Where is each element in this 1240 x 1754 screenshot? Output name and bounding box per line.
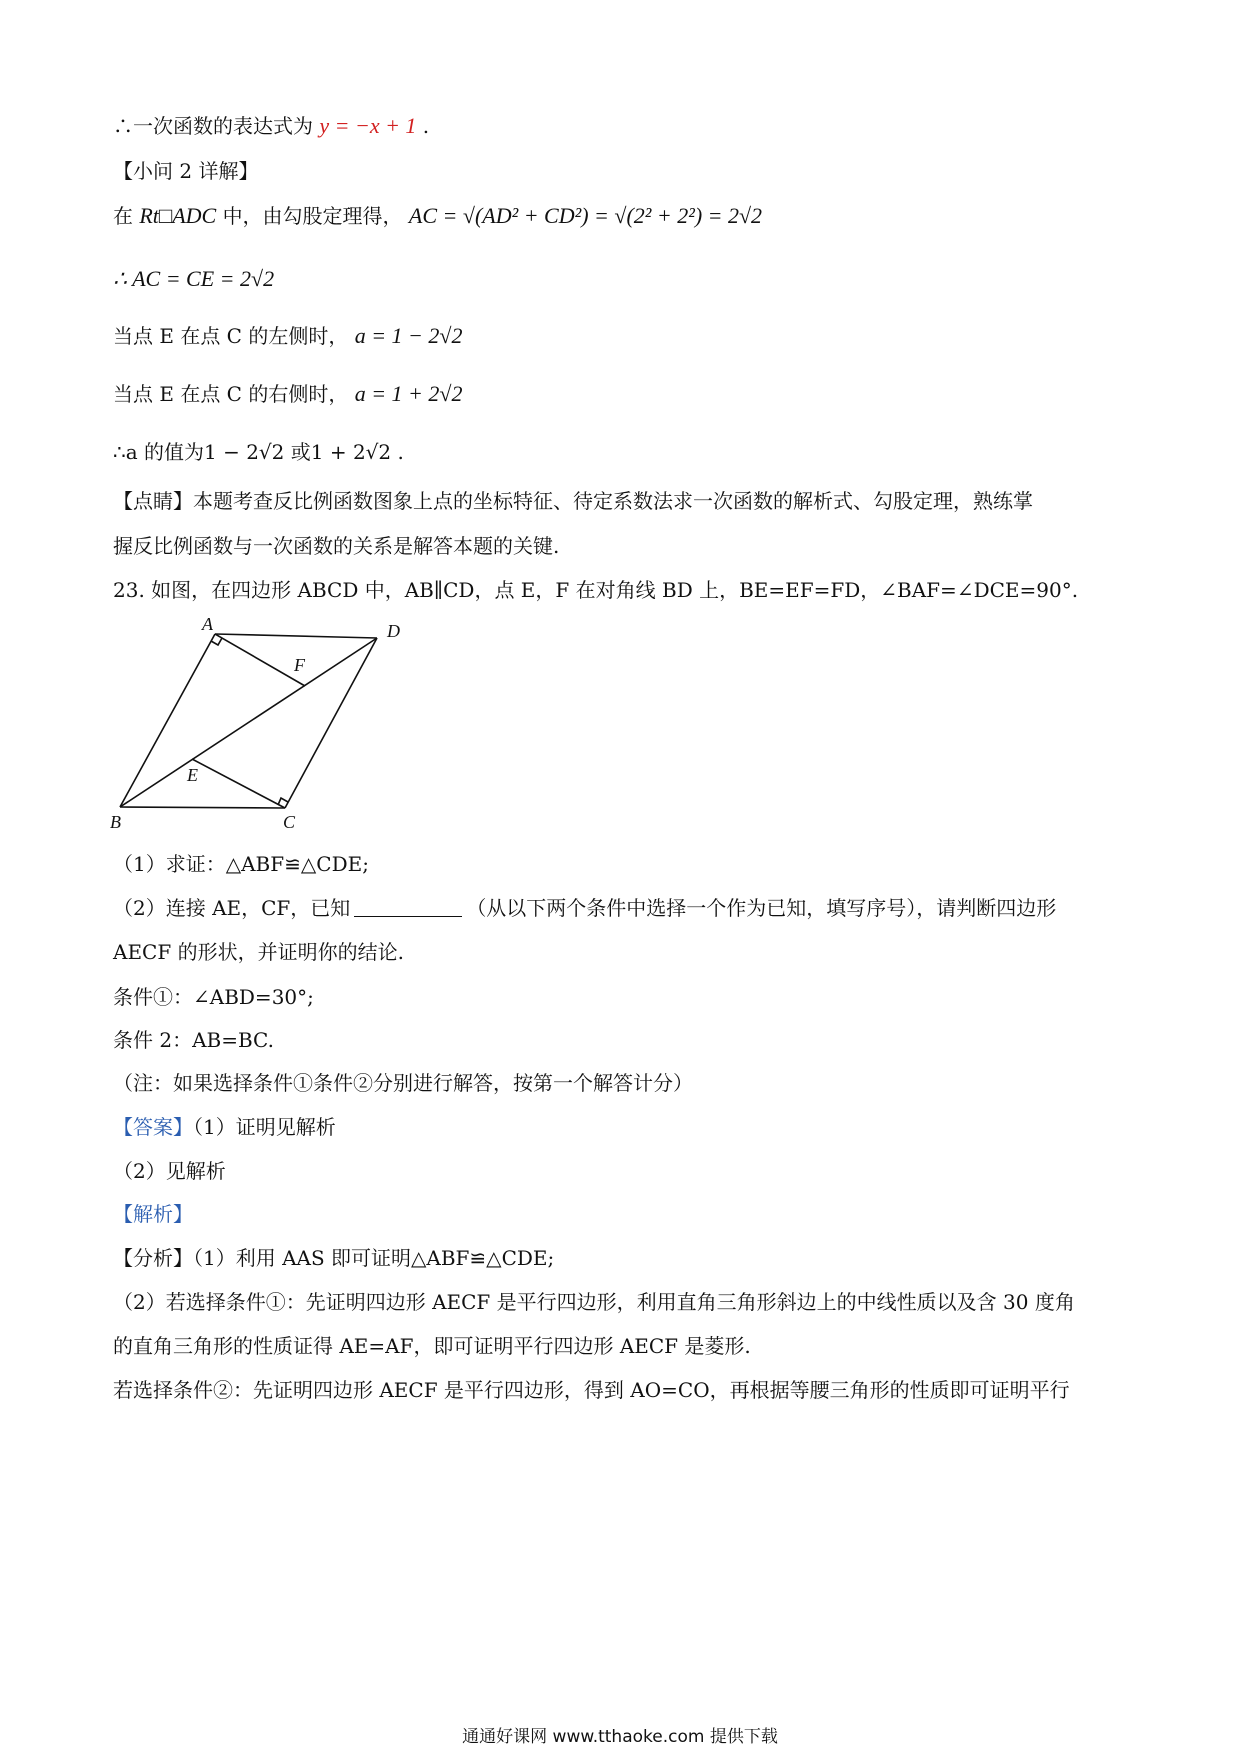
answer-tag: 【答案】 [113, 1115, 193, 1139]
analysis-line-1: 【分析】（1）利用 AAS 即可证明△ABF≌△CDE; [113, 1246, 555, 1270]
left-case-line [113, 322, 462, 350]
diagonal-bd [120, 638, 377, 807]
condition-1: 条件①：∠ABD=30°; [113, 985, 314, 1009]
condition-2: 条件 2：AB=BC. [113, 1028, 274, 1052]
left-case-formula: a = 1 − 2√2 [354, 323, 463, 348]
analysis-line-4: 若选择条件②：先证明四边形 AECF 是平行四边形，得到 AO=CO，再根据等腰三角形的性质即可证明平行 [113, 1378, 1070, 1402]
conclusion-line-1 [113, 112, 429, 140]
pythagorean-prefix: 在 [113, 204, 133, 228]
answer-blank [354, 896, 462, 917]
a-value-line: ∴a 的值为1 − 2√2 或1 + 2√2 . [113, 440, 404, 464]
segment-ce [192, 759, 285, 808]
geometry-diagram [105, 610, 425, 835]
label-b: B [110, 812, 121, 832]
right-case-formula: a = 1 + 2√2 [354, 381, 463, 406]
question-23-stem: 23. 如图，在四边形 ABCD 中，AB∥CD，点 E，F 在对角线 BD 上，BE=EF=FD，∠BAF=∠DCE=90°. [113, 578, 1079, 602]
part-2-suffix: （从以下两个条件中选择一个作为已知，填写序号），请判断四边形 [466, 896, 1057, 920]
part-2-line-2: AECF 的形状，并证明你的结论. [113, 940, 404, 964]
sub-question-2-heading: 【小问 2 详解】 [113, 159, 259, 183]
comment-line-2: 握反比例函数与一次函数的关系是解答本题的关键. [113, 534, 560, 558]
label-f: F [294, 655, 305, 675]
part-2-line-1 [113, 894, 1056, 922]
conclusion-prefix: ∴一次函数的表达式为 [113, 114, 313, 138]
analysis-tag: 【解析】 [113, 1202, 193, 1226]
part-1-prove: （1）求证：△ABF≌△CDE; [113, 852, 369, 876]
label-e: E [187, 765, 198, 785]
left-case-text: 当点 E 在点 C 的左侧时， [113, 324, 349, 348]
right-case-line [113, 380, 462, 408]
segment-ad [215, 634, 377, 638]
part-2-prefix: （2）连接 AE，CF，已知 [113, 896, 351, 920]
right-triangle-label: Rt□ADC [139, 203, 217, 228]
linear-function-formula: y = −x + 1 [319, 113, 417, 138]
label-c: C [283, 812, 296, 832]
answer-part-1: （1）证明见解析 [193, 1115, 336, 1139]
pythagorean-formula: AC = √(AD² + CD²) = √(2² + 2²) = 2√2 [408, 203, 763, 228]
right-case-text: 当点 E 在点 C 的右侧时， [113, 382, 349, 406]
label-a: A [202, 614, 213, 634]
segment-bc [120, 807, 285, 808]
segment-ab [120, 634, 215, 807]
page-footer: 通通好课网 www.tthaoke.com 提供下载 [462, 1727, 778, 1747]
comment-line-1: 【点睛】本题考查反比例函数图象上点的坐标特征、待定系数法求一次函数的解析式、勾股定理，熟练掌 [113, 489, 1033, 513]
note-line: （注：如果选择条件①条件②分别进行解答，按第一个解答计分） [113, 1071, 693, 1095]
analysis-line-2: （2）若选择条件①：先证明四边形 AECF 是平行四边形，利用直角三角形斜边上的中线性质以及含 30 度角 [113, 1290, 1075, 1314]
pythagorean-line [113, 202, 762, 230]
ac-ce-equation: ∴ AC = CE = 2√2 [113, 266, 275, 291]
segment-af [215, 634, 305, 686]
answer-line [113, 1113, 336, 1141]
answer-part-2: （2）见解析 [113, 1159, 226, 1183]
analysis-line-3: 的直角三角形的性质证得 AE=AF，即可证明平行四边形 AECF 是菱形. [113, 1334, 751, 1358]
pythagorean-text: 中，由勾股定理得， [222, 204, 403, 228]
label-d: D [387, 621, 400, 641]
conclusion-end: . [422, 114, 430, 138]
